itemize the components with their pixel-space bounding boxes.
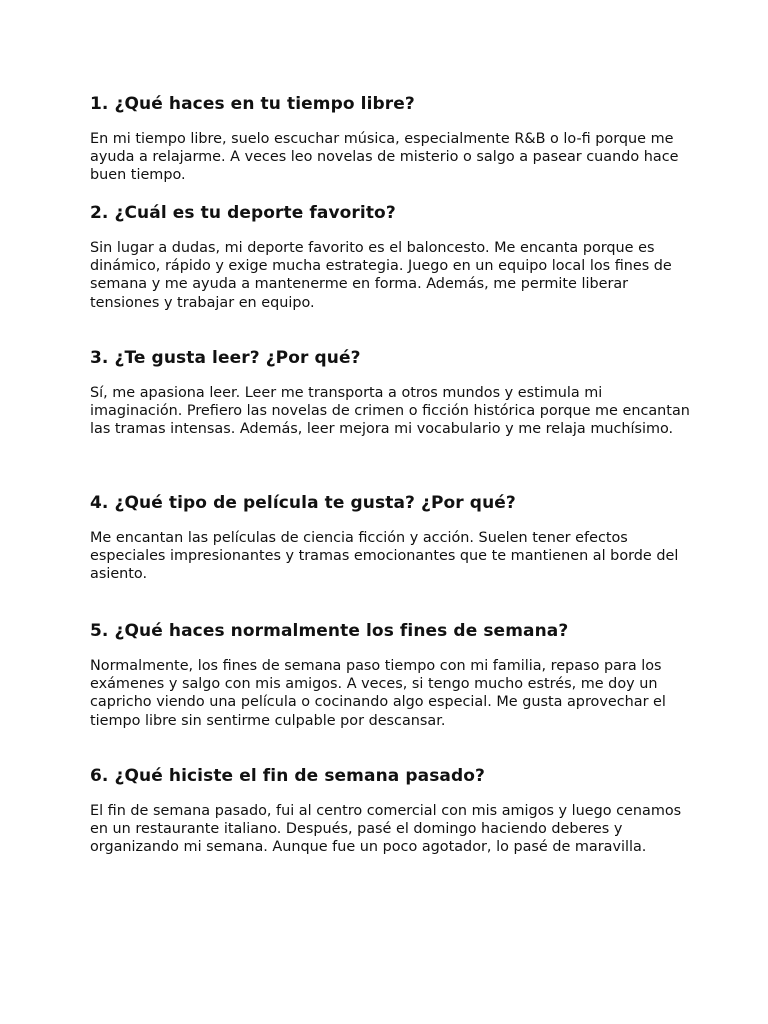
question-heading: 6. ¿Qué hiciste el fin de semana pasado?: [90, 766, 485, 786]
question-heading: 1. ¿Qué haces en tu tiempo libre?: [90, 94, 415, 114]
answer-paragraph: Me encantan las películas de ciencia ficción y acción. Suelen tener efectos especiales impresionantes y tramas emocionantes que te mantienen al borde del asiento.: [90, 530, 679, 583]
qa-item-favorite-sport: [90, 202, 690, 312]
answer-paragraph: El fin de semana pasado, fui al centro comercial con mis amigos y luego cenamos en un restaurante italiano. Después, pasé el domingo haciendo deberes y organizando mi semana. Aunque fue un poco agotador, lo pasé de maravilla.: [90, 803, 682, 856]
answer-paragraph: Sin lugar a dudas, mi deporte favorito es el baloncesto. Me encanta porque es dinámico, rápido y exige mucha estrategia. Juego en un equipo local los fines de semana y me ayuda a mantenerme en forma. Además, me permite liberar tensiones y trabajar en equipo.: [90, 240, 672, 311]
qa-item-weekends: [90, 620, 690, 730]
qa-item-free-time: [90, 93, 690, 185]
question-heading: 3. ¿Te gusta leer? ¿Por qué?: [90, 348, 361, 368]
answer-paragraph: Sí, me apasiona leer. Leer me transporta a otros mundos y estimula mi imaginación. Prefiero las novelas de crimen o ficción histórica porque me encantan las tramas intensas. Además, leer mejora mi vocabulario y me relaja muchísimo.: [90, 385, 690, 438]
qa-item-movies: [90, 492, 690, 584]
qa-item-reading: [90, 347, 690, 439]
answer-paragraph: En mi tiempo libre, suelo escuchar música, especialmente R&B o lo-fi porque me ayuda a relajarme. A veces leo novelas de misterio o salgo a pasear cuando hace buen tiempo.: [90, 131, 679, 184]
answer-paragraph: Normalmente, los fines de semana paso tiempo con mi familia, repaso para los exámenes y salgo con mis amigos. A veces, si tengo mucho estrés, me doy un capricho viendo una película o cocinando algo especial. Me gusta aprovechar el tiempo libre sin sentirme culpable por descansar.: [90, 658, 666, 729]
qa-item-last-weekend: [90, 765, 690, 857]
question-heading: 5. ¿Qué haces normalmente los fines de semana?: [90, 621, 569, 641]
question-heading: 2. ¿Cuál es tu deporte favorito?: [90, 203, 396, 223]
question-heading: 4. ¿Qué tipo de película te gusta? ¿Por qué?: [90, 493, 516, 513]
